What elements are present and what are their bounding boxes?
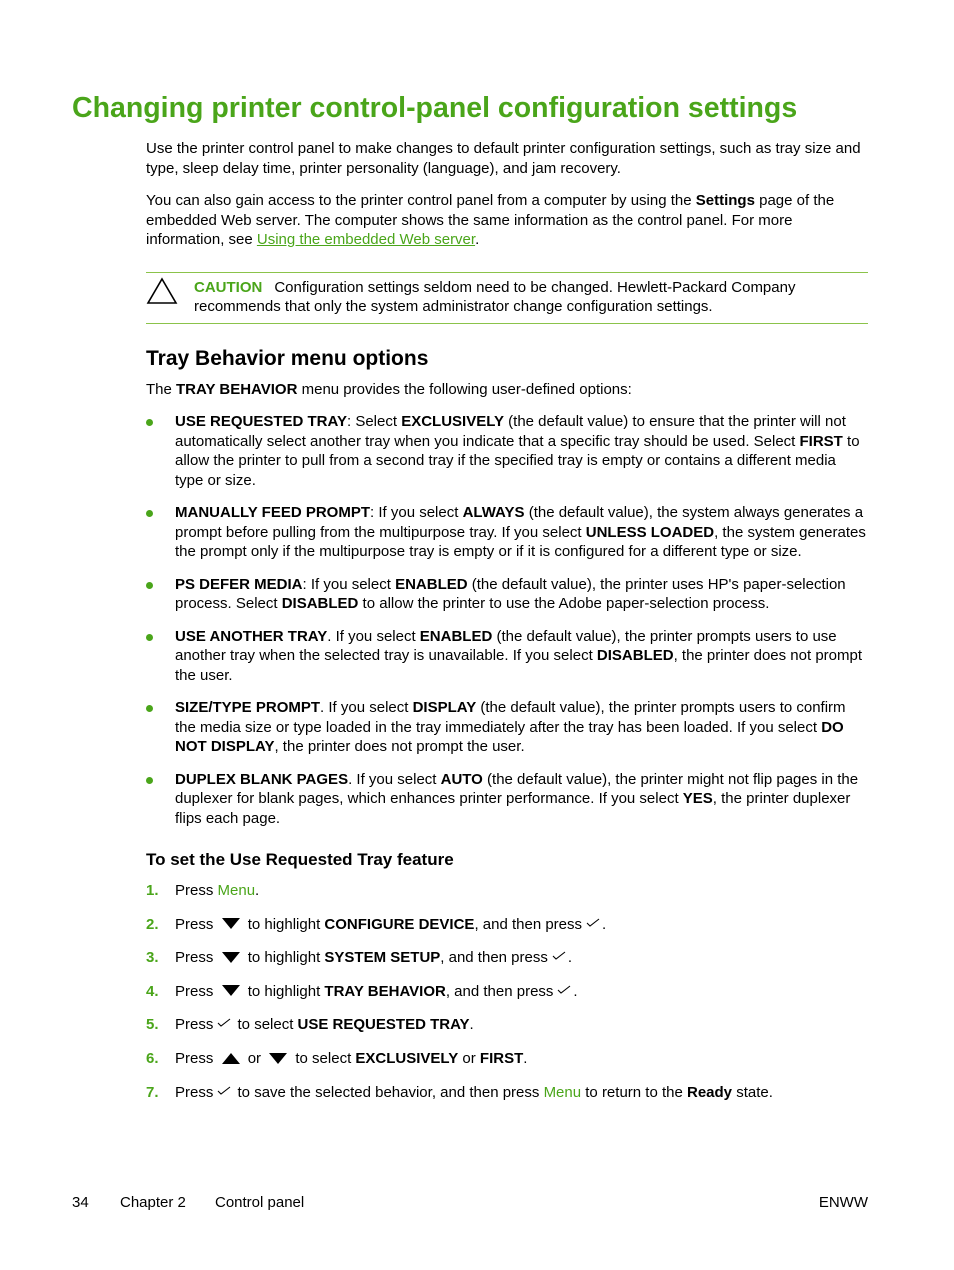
text: , the printer does not prompt the user.	[175, 647, 863, 684]
locale-code: ENWW	[818, 1194, 868, 1211]
text: .	[602, 915, 607, 933]
text: (the default value) to ensure that the printer will not automatically select another tray when you indicate that a specific tray should be used. Select	[175, 413, 846, 450]
text: , the printer duplexer flips each page.	[175, 790, 851, 827]
text: Press	[175, 882, 218, 899]
list-item	[146, 575, 868, 614]
list-item	[146, 503, 868, 562]
text: .	[475, 231, 480, 248]
checkmark-icon	[217, 1018, 231, 1028]
page-footer	[72, 1193, 868, 1213]
option-value: UNLESS LOADED	[585, 523, 715, 541]
step-4	[146, 982, 868, 1016]
text: to allow the printer to use the Adobe paper-selection process.	[358, 595, 770, 612]
list-item	[146, 698, 868, 757]
step-2	[146, 915, 868, 949]
option-value: DO NOT DISPLAY	[175, 718, 844, 755]
text: to select	[237, 1016, 298, 1034]
text: Press	[175, 915, 214, 933]
text: to highlight	[247, 915, 325, 933]
text: to return to the	[581, 1083, 687, 1101]
intro-paragraph: Use the printer control panel to make changes to default printer configuration settings, such as tray size and type, sleep delay time, printer personality (language), and jam recovery.	[146, 140, 861, 177]
option-value: ALWAYS	[462, 504, 525, 521]
list-item	[146, 627, 868, 686]
procedure-title: To set the Use Requested Tray feature	[146, 850, 454, 869]
option-value: YES	[682, 790, 713, 807]
step-5	[146, 1015, 868, 1049]
down-arrow-icon	[222, 985, 240, 996]
text: : If you select	[370, 504, 463, 521]
option-value: DISPLAY	[412, 699, 477, 716]
caution-label: CAUTION	[194, 278, 263, 296]
text: to highlight	[247, 949, 325, 967]
down-arrow-icon	[222, 952, 240, 963]
option-value: DISABLED	[281, 595, 359, 612]
text: Press	[175, 1016, 214, 1034]
step-7	[146, 1083, 868, 1117]
text: or	[458, 1049, 480, 1067]
text: You can also gain access to the printer control panel from a computer by using the	[146, 192, 696, 209]
section-label: Control panel	[215, 1194, 305, 1211]
options-list	[146, 412, 868, 828]
list-item	[146, 770, 868, 829]
down-arrow-icon	[269, 1053, 287, 1064]
option-name: USE REQUESTED TRAY	[175, 413, 347, 430]
menu-item-name: SYSTEM SETUP	[324, 949, 441, 967]
bullet-icon	[146, 777, 153, 784]
text: The	[146, 380, 177, 398]
bullet-icon	[146, 705, 153, 712]
embedded-web-server-link[interactable]: Using the embedded Web server	[256, 231, 476, 248]
checkmark-icon	[217, 1086, 231, 1096]
text: : Select	[346, 413, 402, 430]
text: state.	[732, 1083, 773, 1101]
text: , and then press	[474, 915, 583, 933]
menu-item-name: EXCLUSIVELY	[355, 1049, 459, 1067]
text: .	[469, 1016, 474, 1034]
text: : If you select	[302, 575, 396, 593]
main-content	[146, 139, 868, 1116]
menu-button-name: Menu	[543, 1083, 582, 1101]
bullet-icon	[146, 634, 153, 641]
page-title: Changing printer control-panel configuration settings	[72, 92, 798, 124]
text: , and then press	[440, 949, 548, 967]
checkmark-icon	[586, 918, 600, 928]
text: (the default value), the printer might not flip pages in the duplexer for blank pages, which enhances printer performance. If you select	[175, 770, 859, 807]
menu-item-name: CONFIGURE DEVICE	[324, 915, 475, 933]
option-value: ENABLED	[419, 627, 493, 645]
option-name: MANUALLY FEED PROMPT	[175, 504, 371, 521]
step-1	[146, 881, 868, 915]
step-number: 2.	[146, 915, 159, 933]
text: page of the embedded Web server. The computer shows the same information as the control panel. For more information, see	[146, 192, 835, 248]
chapter-label: Chapter 2	[120, 1194, 186, 1211]
option-value: ENABLED	[395, 575, 468, 593]
caution-box	[146, 272, 868, 324]
text: to highlight	[247, 982, 325, 1000]
step-number: 5.	[146, 1016, 159, 1034]
steps-list	[146, 881, 868, 1116]
option-name: SIZE/TYPE PROMPT	[175, 699, 321, 716]
settings-term: Settings	[695, 192, 755, 209]
text: (the default value), the printer prompts users to confirm the media size or type loaded in the tray immediately after the tray has been loaded. If you select	[175, 699, 846, 736]
warning-triangle-icon	[146, 277, 178, 305]
tray-behavior-term: TRAY BEHAVIOR	[176, 380, 298, 398]
step-number: 4.	[146, 982, 159, 1000]
text: menu provides the following user-defined options:	[297, 380, 632, 398]
text: Press	[175, 1049, 214, 1067]
bullet-icon	[146, 419, 153, 426]
access-paragraph	[146, 191, 868, 250]
text: . If you select	[320, 699, 413, 716]
menu-item-name: FIRST	[479, 1049, 524, 1067]
option-value: AUTO	[440, 770, 483, 788]
section-intro	[146, 380, 868, 400]
option-value: DISABLED	[596, 647, 674, 664]
menu-button-name: Menu	[217, 882, 256, 899]
list-item	[146, 412, 868, 490]
text: , and then press	[445, 982, 554, 1000]
text: .	[573, 982, 578, 1000]
step-number: 3.	[146, 949, 159, 967]
bullet-icon	[146, 582, 153, 589]
section-title: Tray Behavior menu options	[146, 346, 429, 370]
text: Press	[175, 1083, 214, 1101]
text: (the default value), the system always generates a prompt before pulling from the multipurpose tray. If you select	[175, 504, 864, 541]
text: (the default value), the printer uses HP's paper-selection process. Select	[175, 575, 846, 612]
text: to select	[295, 1049, 356, 1067]
step-number: 6.	[146, 1049, 159, 1067]
option-name: PS DEFER MEDIA	[175, 575, 303, 593]
down-arrow-icon	[222, 918, 240, 929]
text: .	[523, 1049, 528, 1067]
text: .	[255, 882, 260, 899]
text: to allow the printer to pull from a second tray if the specified tray is empty or contains a different media type or size.	[175, 432, 860, 489]
checkmark-icon	[557, 985, 571, 995]
caution-text: Configuration settings seldom need to be changed. Hewlett-Packard Company recommends that only the system administrator change configuration settings.	[194, 278, 796, 315]
step-number: 7.	[146, 1083, 159, 1101]
state-name: Ready	[687, 1083, 733, 1101]
page-number: 34	[72, 1194, 89, 1211]
text: Press	[175, 949, 214, 967]
text: , the printer does not prompt the user.	[274, 738, 525, 755]
text: Press	[175, 982, 214, 1000]
option-name: DUPLEX BLANK PAGES	[175, 770, 349, 788]
step-3	[146, 948, 868, 982]
option-value: EXCLUSIVELY	[401, 413, 504, 430]
text: . If you select	[348, 770, 441, 788]
text: , the system generates the prompt only if the multipurpose tray is empty or if it is configured for a different type or size.	[175, 523, 866, 560]
option-value: FIRST	[799, 432, 843, 450]
step-number: 1.	[146, 882, 159, 899]
text: or	[247, 1049, 262, 1067]
text: to save the selected behavior, and then press	[237, 1083, 544, 1101]
option-name: USE ANOTHER TRAY	[175, 627, 328, 645]
text: (the default value), the printer prompts users to use another tray when the selected tray is unavailable. If you select	[175, 627, 837, 664]
step-6	[146, 1049, 868, 1083]
text: .	[567, 949, 573, 967]
menu-item-name: TRAY BEHAVIOR	[324, 982, 446, 1000]
up-arrow-icon	[222, 1053, 240, 1064]
text: . If you select	[327, 627, 420, 645]
checkmark-icon	[552, 951, 566, 961]
menu-item-name: USE REQUESTED TRAY	[297, 1016, 470, 1034]
bullet-icon	[146, 510, 153, 517]
